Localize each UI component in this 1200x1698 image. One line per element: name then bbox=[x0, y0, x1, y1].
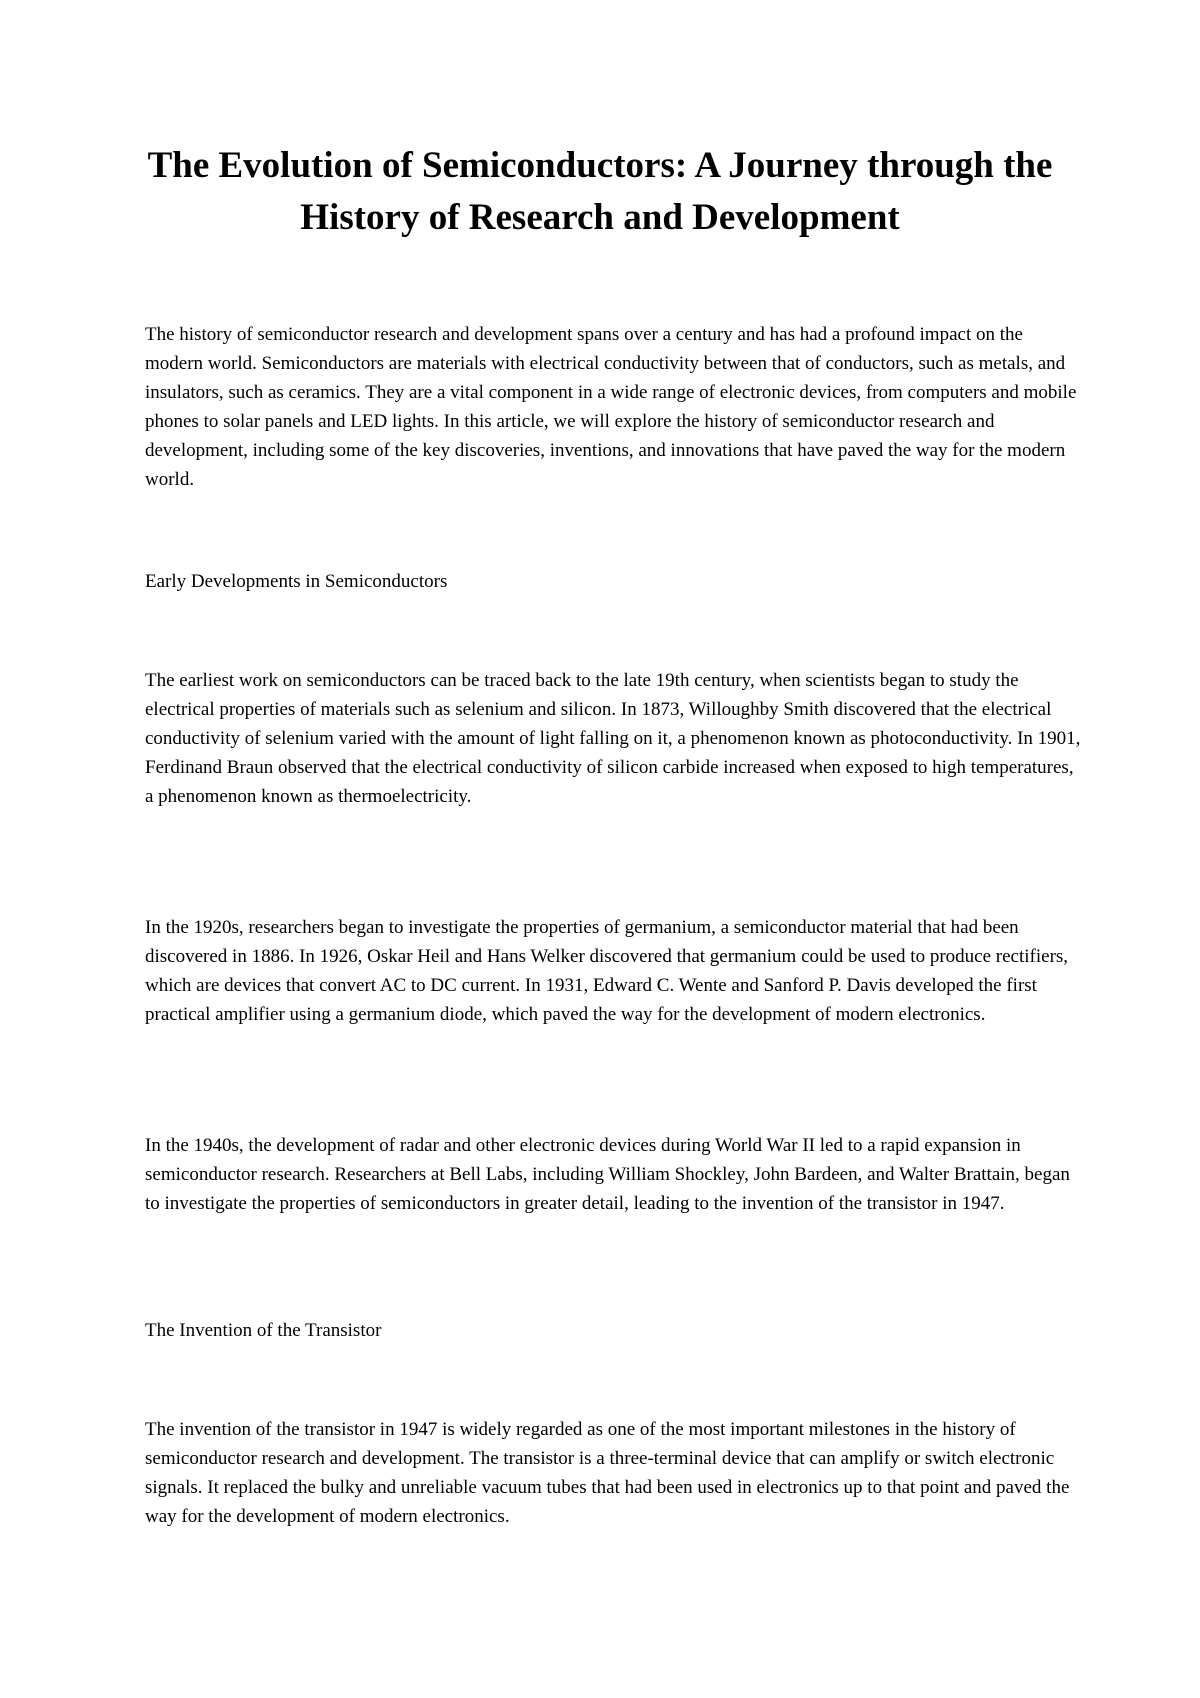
document-title: The Evolution of Semiconductors: A Journey through the History of Research and Development bbox=[147, 145, 1053, 238]
section-heading-early-developments: Early Developments in Semiconductors bbox=[145, 571, 448, 592]
paragraph-1940s: In the 1940s, the development of radar and other electronic devices during World War II led to a rapid expansion in semiconductor research. Researchers at Bell Labs, including William Shockley, John Bardeen, and Walter Brattain, began to investigate the properties of semiconductors in greater detail, leading to the invention of the transistor in 1947. bbox=[145, 1135, 1070, 1214]
paragraph-transistor: The invention of the transistor in 1947 is widely regarded as one of the most important milestones in the history of semiconductor research and development. The transistor is a three-terminal device that can amplify or switch electronic signals. It replaced the bulky and unreliable vacuum tubes that had been used in electronics up to that point and paved the way for the development of modern electronics. bbox=[145, 1419, 1070, 1527]
paragraph-early-work: The earliest work on semiconductors can be traced back to the late 19th century, when scientists began to study the electrical properties of materials such as selenium and silicon. In 1873, Willoughby Smith discovered that the electrical conductivity of selenium varied with the amount of light falling on it, a phenomenon known as photoconductivity. In 1901, Ferdinand Braun observed that the electrical conductivity of silicon carbide increased when exposed to high temperatures, a phenomenon known as thermoelectricity. bbox=[145, 670, 1081, 807]
section-heading-transistor: The Invention of the Transistor bbox=[145, 1320, 382, 1341]
paragraph-1920s: In the 1920s, researchers began to investigate the properties of germanium, a semiconductor material that had been discovered in 1886. In 1926, Oskar Heil and Hans Welker discovered that germanium could be used to produce rectifiers, which are devices that convert AC to DC current. In 1931, Edward C. Wente and Sanford P. Davis developed the first practical amplifier using a germanium diode, which paved the way for the development of modern electronics. bbox=[145, 917, 1069, 1025]
intro-paragraph: The history of semiconductor research and development spans over a century and has had a profound impact on the modern world. Semiconductors are materials with electrical conductivity between that of conductors, such as metals, and insulators, such as ceramics. They are a vital component in a wide range of electronic devices, from computers and mobile phones to solar panels and LED lights. In this article, we will explore the history of semiconductor research and development, including some of the key discoveries, inventions, and innovations that have paved the way for the modern world. bbox=[145, 324, 1077, 490]
